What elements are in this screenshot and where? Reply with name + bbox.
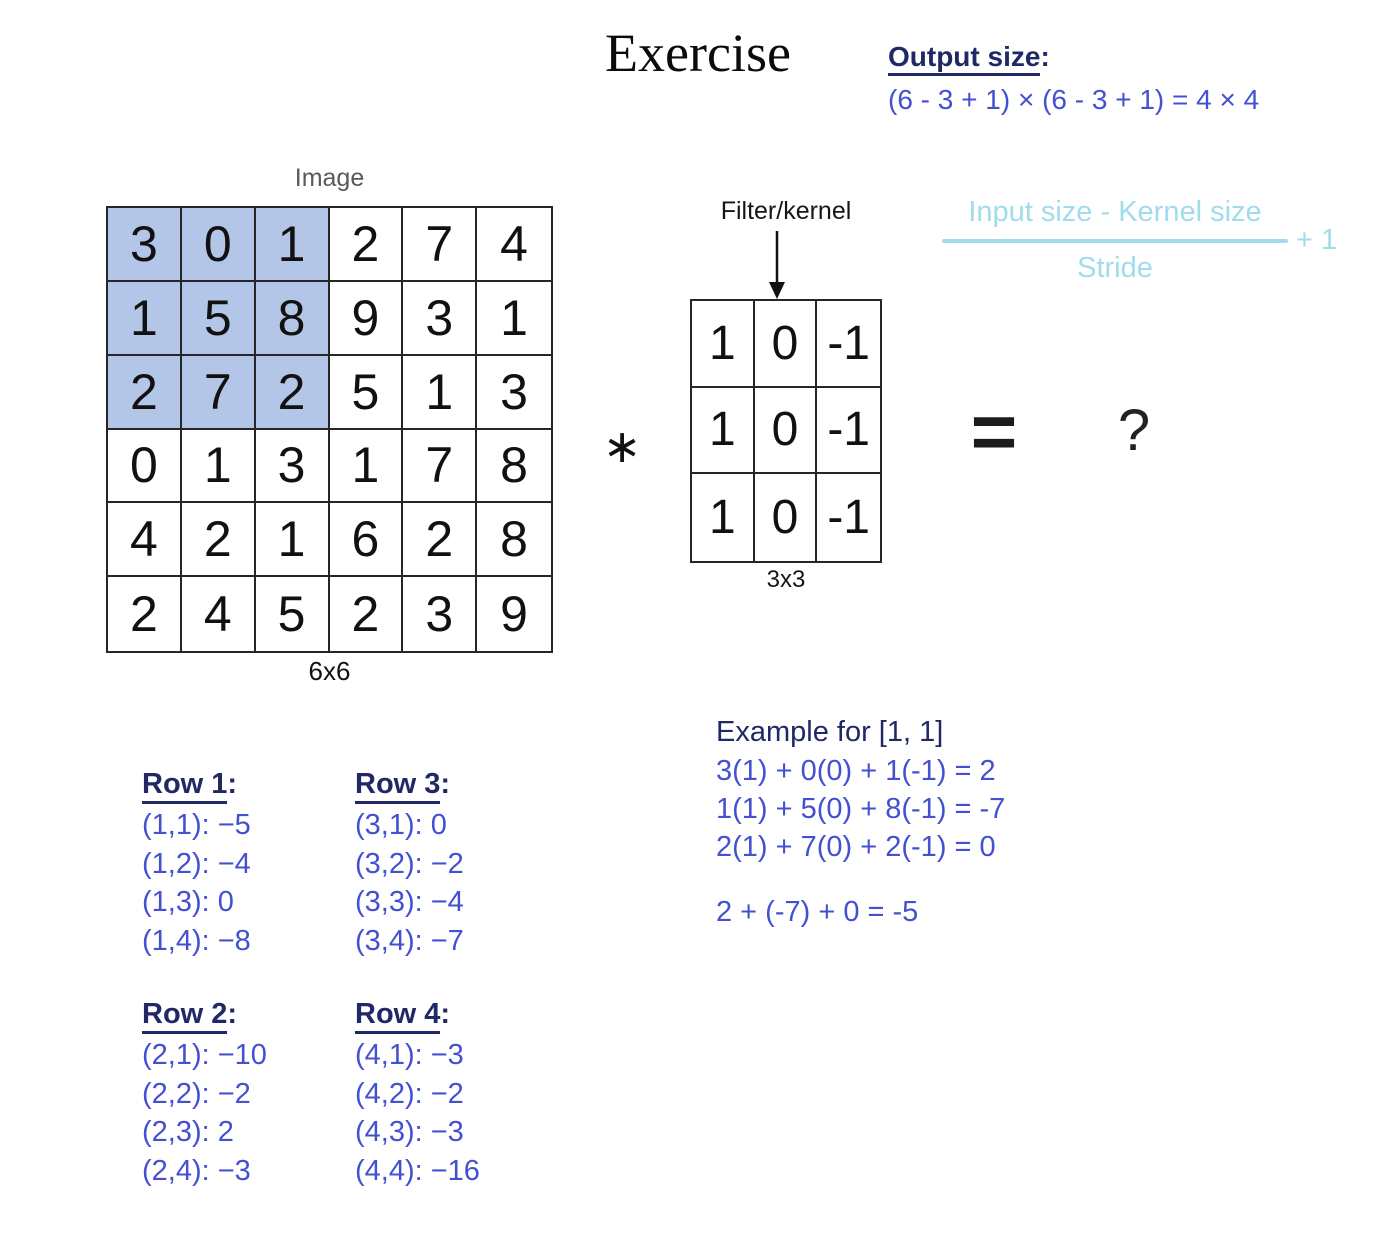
result-item-row2-1: (2,1): −10 bbox=[142, 1039, 267, 1071]
image-cell-6-6: 9 bbox=[500, 586, 528, 643]
result-items-row-2 bbox=[142, 1036, 267, 1190]
result-colon: : bbox=[440, 998, 451, 1030]
fraction-line bbox=[942, 239, 1288, 243]
image-cell-6-4: 2 bbox=[330, 577, 404, 651]
filter-cell-2-3: -1 bbox=[817, 388, 880, 475]
result-header-row-4 bbox=[355, 994, 480, 1034]
result-label-row-3: Row 3 bbox=[355, 768, 440, 804]
result-item-row3-2: (3,2): −2 bbox=[355, 847, 464, 880]
result-item-row1-3: (1,3): 0 bbox=[142, 886, 234, 918]
image-cell-5-5: 2 bbox=[403, 503, 477, 577]
filter-size-label: 3x3 bbox=[766, 566, 806, 593]
result-label-row-1: Row 1 bbox=[142, 768, 227, 804]
filter-grid bbox=[690, 299, 882, 563]
filter-cell-1-2: 0 bbox=[755, 301, 818, 388]
result-colon: : bbox=[440, 768, 451, 800]
filter-cell-1-3: -1 bbox=[817, 301, 880, 388]
image-cell-4-3: 3 bbox=[256, 430, 330, 504]
stride-formula-plus-one: + 1 bbox=[1296, 224, 1338, 256]
image-cell-6-3: 5 bbox=[256, 577, 330, 651]
result-items-row-1 bbox=[142, 806, 251, 960]
output-size-label: Output size bbox=[888, 41, 1040, 76]
down-arrow-icon bbox=[765, 231, 789, 301]
result-item-row2-2: (2,2): −2 bbox=[142, 1077, 251, 1110]
image-cell-1-1: 3 bbox=[108, 208, 182, 282]
image-cell-2-6: 1 bbox=[477, 282, 551, 356]
image-cell-5-6: 8 bbox=[477, 503, 551, 577]
image-cell-5-4: 6 bbox=[330, 503, 404, 577]
example-line-2: 1(1) + 5(0) + 8(-1) = -7 bbox=[716, 793, 1006, 825]
result-items-row-3 bbox=[355, 806, 464, 960]
example-title: Example for [1, 1] bbox=[716, 716, 944, 748]
example-lines bbox=[716, 752, 1005, 866]
image-size-label: 6x6 bbox=[308, 656, 351, 686]
image-cell-3-6: 3 bbox=[477, 356, 551, 430]
stride-formula-denominator: Stride bbox=[1077, 252, 1153, 284]
image-cell-5-3: 1 bbox=[256, 503, 330, 577]
output-size-formula: (6 - 3 + 1) × (6 - 3 + 1) = 4 × 4 bbox=[888, 84, 1260, 115]
result-item-row1-1: (1,1): −5 bbox=[142, 809, 251, 841]
result-block-row-3 bbox=[355, 764, 464, 960]
result-item-row3-4: (3,4): −7 bbox=[355, 924, 464, 957]
image-cell-2-1: 1 bbox=[108, 282, 182, 356]
image-cell-4-5: 7 bbox=[403, 430, 477, 504]
image-cell-1-4: 2 bbox=[330, 208, 404, 282]
image-cell-3-3: 2 bbox=[256, 356, 330, 430]
image-cell-2-4: 9 bbox=[330, 282, 404, 356]
image-cell-4-2: 1 bbox=[182, 430, 256, 504]
result-item-row4-3: (4,3): −3 bbox=[355, 1116, 464, 1148]
image-cell-1-2: 0 bbox=[182, 208, 256, 282]
output-size-block bbox=[888, 40, 1259, 116]
image-cell-3-4: 5 bbox=[330, 356, 404, 430]
result-block-row-2 bbox=[142, 994, 267, 1190]
page-title: Exercise bbox=[605, 23, 791, 83]
output-size-heading bbox=[888, 40, 1259, 74]
filter-cell-2-1: 1 bbox=[692, 388, 755, 475]
result-block-row-1 bbox=[142, 764, 251, 960]
output-size-colon: : bbox=[1040, 41, 1050, 72]
filter-cell-3-2: 0 bbox=[755, 474, 818, 561]
result-item-row2-3: (2,3): 2 bbox=[142, 1116, 234, 1148]
result-header-row-1 bbox=[142, 764, 251, 804]
result-colon: : bbox=[227, 998, 238, 1030]
image-cell-5-2: 2 bbox=[182, 503, 256, 577]
image-cell-4-6: 8 bbox=[477, 430, 551, 504]
image-cell-6-2: 4 bbox=[182, 577, 256, 651]
result-item-row3-3: (3,3): −4 bbox=[355, 886, 464, 918]
filter-cell-3-1: 1 bbox=[692, 474, 755, 561]
image-cell-4-1: 0 bbox=[108, 430, 182, 504]
equals-sign: = bbox=[970, 387, 1018, 476]
image-cell-2-5: 3 bbox=[403, 282, 477, 356]
example-line-1: 3(1) + 0(0) + 1(-1) = 2 bbox=[716, 755, 996, 787]
image-cell-5-1: 4 bbox=[108, 503, 182, 577]
result-label-row-4: Row 4 bbox=[355, 998, 440, 1034]
result-item-row4-4: (4,4): −16 bbox=[355, 1154, 480, 1187]
image-cell-3-1: 2 bbox=[108, 356, 182, 430]
image-cell-1-3: 1 bbox=[256, 208, 330, 282]
result-header-row-2 bbox=[142, 994, 267, 1034]
filter-label: Filter/kernel bbox=[720, 197, 852, 225]
result-item-row1-2: (1,2): −4 bbox=[142, 847, 251, 880]
image-cell-1-6: 4 bbox=[477, 208, 551, 282]
result-header-row-3 bbox=[355, 764, 464, 804]
image-cell-6-1: 2 bbox=[108, 577, 182, 651]
result-block-row-4 bbox=[355, 994, 480, 1190]
image-cell-3-2: 7 bbox=[182, 356, 256, 430]
result-colon: : bbox=[227, 768, 238, 800]
image-grid-label: Image bbox=[294, 164, 365, 192]
image-cell-2-3: 8 bbox=[256, 282, 330, 356]
result-item-row4-1: (4,1): −3 bbox=[355, 1039, 464, 1071]
result-item-row3-1: (3,1): 0 bbox=[355, 809, 447, 841]
example-block bbox=[716, 712, 1005, 929]
filter-cell-2-2: 0 bbox=[755, 388, 818, 475]
result-item-row4-2: (4,2): −2 bbox=[355, 1077, 464, 1110]
result-item-row1-4: (1,4): −8 bbox=[142, 924, 251, 957]
example-line-3: 2(1) + 7(0) + 2(-1) = 0 bbox=[716, 831, 996, 863]
image-grid bbox=[106, 206, 553, 653]
image-cell-3-5: 1 bbox=[403, 356, 477, 430]
example-sum-line: 2 + (-7) + 0 = -5 bbox=[716, 896, 919, 928]
result-item-row2-4: (2,4): −3 bbox=[142, 1154, 251, 1187]
stride-formula-numerator: Input size - Kernel size bbox=[968, 196, 1262, 228]
image-cell-6-5: 3 bbox=[403, 577, 477, 651]
result-label-row-2: Row 2 bbox=[142, 998, 227, 1034]
convolution-operator: ∗ bbox=[602, 419, 642, 473]
image-cell-2-2: 5 bbox=[182, 282, 256, 356]
image-cell-4-4: 1 bbox=[330, 430, 404, 504]
image-cell-1-5: 7 bbox=[403, 208, 477, 282]
question-mark: ? bbox=[1117, 397, 1151, 463]
result-items-row-4 bbox=[355, 1036, 480, 1190]
filter-cell-1-1: 1 bbox=[692, 301, 755, 388]
filter-cell-3-3: -1 bbox=[827, 491, 870, 545]
